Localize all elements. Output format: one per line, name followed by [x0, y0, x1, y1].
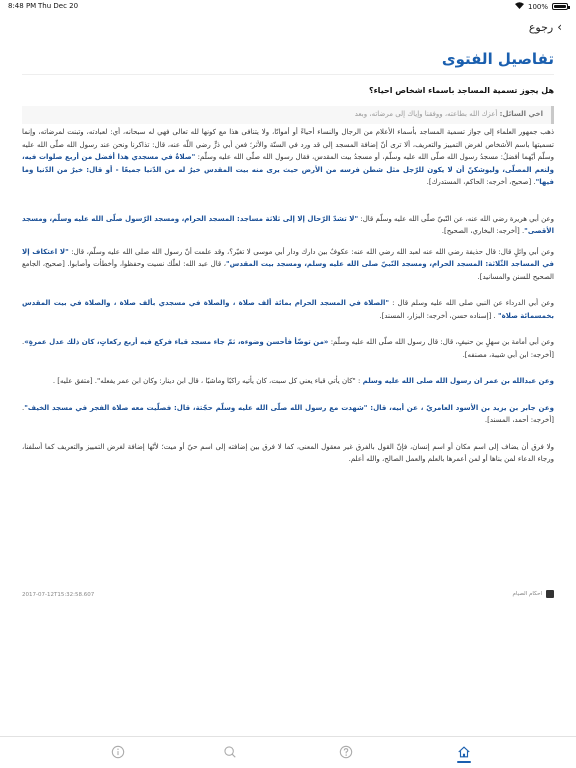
tab-info[interactable] — [106, 745, 130, 765]
hadith-quote: "لا تشدّ الرّحال إلا إلى ثلاثة مساجد: المسجد الحرام، ومسجد الرّسول صلّى الله عليه وسلّم، ومسجد الأقصى" — [22, 214, 554, 235]
answer-conclusion: ولا فرق أن يضاف إلى اسم مكان أو اسم إنسان، فإنّ القول بالفرق غير معقول المعنى، كما لا فرق بين إضافته إلى اسم حيّ أو ميت؛ لأنّها إضافة لغرض التمييز والتعريف كما أسلفنا، ورجاء الدعاء لمن بناها أو لمن أعمرها بالعلم والعمل الصالح، والله أعلم. — [22, 442, 554, 463]
status-date: Thu Dec 20 — [38, 2, 79, 10]
tab-help[interactable] — [334, 745, 358, 765]
answer-paragraph — [22, 402, 554, 427]
chevron-right-icon: › — [557, 20, 562, 34]
fatwa-question: هل يجوز تسمية المساجد باسماء اشخاص احياء؟ — [368, 86, 554, 95]
answer-paragraph — [22, 375, 554, 388]
fatwa-answer — [22, 126, 554, 466]
hadith-source: . [إسناده حسن، أخرجه: البزار، المسند]. — [379, 311, 499, 320]
tab-home[interactable] — [452, 745, 476, 765]
book-icon — [546, 590, 554, 598]
asker-box — [22, 106, 554, 124]
answer-paragraph — [22, 297, 554, 322]
hadith-quote: "الصلاة في المسجد الحرام بمائة ألف صلاة ، والصلاة في مسجدي بألف صلاة ، والصلاة في بيت المقدس بخمسمائة صلاة" — [22, 299, 554, 320]
fatwa-timestamp: 2017-07-12T15:32:58.607 — [22, 592, 95, 598]
wifi-icon — [515, 2, 524, 11]
page-title: تفاصيل الفتوى — [441, 50, 554, 68]
answer-text: وعن أبي هريرة رضي الله عنه، عن النّبيّ صلّى الله عليه وسلّم قال: — [358, 214, 554, 223]
hadith-narrator: وعن عبدالله بن عمر ان رسول الله صلى الله عليه وسلم — [362, 377, 554, 385]
answer-paragraph — [22, 246, 554, 284]
hadith-quote: "صلاةٌ في مسجدي هذا أفضل من أربع صلوات فيه، ولنعم المصلّى، وليوشكنّ أن لا يكون للرّجل مثل شطن فرسه من الأرض حيث يرى منه بيت المقدس خيرٌ له من الدّنيا جميعًا - أو قال: خيرٌ من الدّنيا وما فيها" — [22, 153, 554, 186]
active-tab-indicator — [457, 761, 471, 763]
hadith-source: . [صحيح، أخرجه: الحاكم، المستدرك]. — [426, 178, 536, 186]
hadith-quote: وعن جابر بن يزيد بن الأسود العامريّ ، عن أبيه، قال: "شهدت مع رسول الله صلّى الله عليه وسلّم حجّتة، قال: فصلّيت معه صلاة الفجر في مسجد الخيف" — [24, 403, 554, 412]
answer-text: وعن أبي وائلٍ قال: قال حذيفة رضي الله عنه لعبد الله رضي الله عنه: عكوفٌ بين دارك ودار أبي موسى لا تغيّر؟، وقد علمت أنّ رسول الله صلى الله عليه وسلّم، قال: — [68, 247, 554, 256]
hadith-source: ، قال عبد الله: لعلّك نسيت وحفظوا، وأخطأت وأصابوا. [صحيح، الجامع الصحيح للسنن والمسانيد]. — [22, 260, 554, 281]
answer-paragraph — [22, 126, 554, 189]
battery-icon — [552, 3, 568, 10]
asker-label: اخي السائل: — [499, 110, 543, 118]
home-icon — [457, 745, 471, 759]
answer-text: : "كان يأتي قباء يعني كل سبت، كان يأتيه راكبًا وماشيًا ، قال ابن دينار: وكان ابن عمر يفعله". [متفق عليه] . — [52, 377, 363, 385]
status-bar — [0, 0, 576, 14]
question-icon — [339, 745, 353, 759]
hadith-source: . [أخرجه: ابن أبي شيبة، مصنفه]. — [22, 338, 554, 359]
search-icon — [223, 745, 237, 759]
asker-text: أعزك الله بطاعته، ووفقنا وإياك إلى مرضاته، وبعد — [354, 110, 500, 118]
nav-bar — [0, 14, 576, 42]
answer-paragraph — [22, 213, 554, 238]
fatwa-meta — [22, 590, 554, 602]
title-divider — [22, 74, 554, 75]
battery-percent: 100% — [527, 2, 548, 11]
back-button[interactable] — [529, 20, 562, 34]
answer-paragraph — [22, 336, 554, 361]
hadith-quote: «من توضّأ فأحسن وضوءه، ثمّ جاء مسجد قباء فركع فيه أربع ركعاتٍ، كان ذلك عدل عمرةٍ» — [24, 338, 329, 346]
hadith-source: . [أخرجه: أحمد، المسند]. — [22, 403, 554, 424]
status-time: 8:48 PM — [8, 2, 37, 10]
tab-search[interactable] — [218, 745, 242, 765]
answer-text: ذهب جمهور العلماء إلى جواز تسمية المساجد بأسماء الأعلام من الرجال والنساء أحياءً أو أمواتًا، ولا يتنافى هذا مع كونها لله تعالى فهي له سبحانه، أي: لعبادته، وتبنت لمرضاته، وإنما تسميتها باسم الأشخاص لغرض التمييز والتعريف، ألا ترى أنّ إضافة المسجد إلى قد ورد في السنّة والأثر؛ فعن أبي ذرٍّ رضي اللّه عنه، قال: تذاكرنا ونحن عند رسول الله صلّى الله عليه وسلّم أيّهما أفضلُ: مسجدُ رسول الله صلّى الله عليه وسلّم، أو مسجدُ بيت المقدس، فقال رسول الله صلّى الله عليه وسلّم: — [22, 128, 554, 161]
info-icon — [111, 745, 125, 759]
hadith-quote: "لا اعتكاف إلا في المساجد الثّلاثة: المسجد الحرام، ومسجد النّبيّ صلى الله عليه وسلم، ومسجد بيت المقدس" — [22, 247, 554, 268]
back-label: رجوع — [528, 20, 554, 34]
fatwa-author — [512, 590, 554, 598]
author-label: احكام الصيام — [512, 591, 542, 597]
tab-bar — [0, 736, 576, 768]
status-right — [515, 2, 568, 11]
hadith-source: . [أخرجه: البخاري، الصحيح]. — [441, 227, 525, 235]
answer-text: وعن أبي الدرداء عن النبي صلى الله عليه وسلم قال : — [389, 299, 554, 307]
answer-text: وعن أبي أمامة بن سهلٍ بن حنيفٍ، قال: قال رسول الله صلّى الله عليه وسلّم: — [328, 338, 554, 346]
